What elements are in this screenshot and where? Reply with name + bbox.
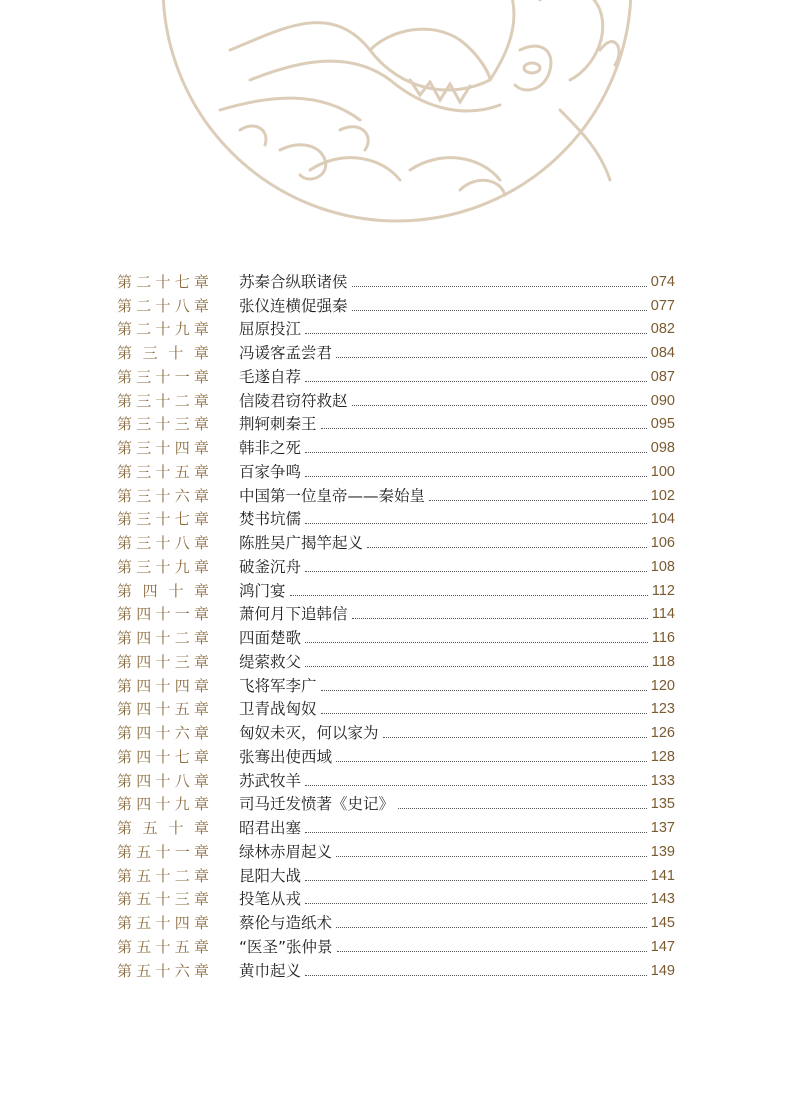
page-number: 139 xyxy=(650,843,675,860)
chapter-title: 绿林赤眉起义 xyxy=(239,842,333,861)
dot-leader xyxy=(321,428,647,429)
toc-entry[interactable] xyxy=(117,672,675,696)
chapter-title: 缇萦救父 xyxy=(239,652,302,671)
page-number: 090 xyxy=(650,392,675,409)
page-number: 120 xyxy=(650,677,675,694)
toc-entry[interactable] xyxy=(117,506,675,530)
toc-entry[interactable] xyxy=(117,577,675,601)
dot-leader xyxy=(398,808,647,809)
dot-leader xyxy=(305,452,647,453)
dot-leader xyxy=(305,476,647,477)
dot-leader xyxy=(352,286,647,287)
chapter-title: 韩非之死 xyxy=(239,439,302,457)
toc-entry[interactable] xyxy=(117,909,675,933)
toc-entry[interactable] xyxy=(117,624,675,648)
chapter-title: 百家争鸣 xyxy=(239,462,302,481)
chapter-number: 第 五 十 三 章 xyxy=(117,890,209,909)
dot-leader xyxy=(337,951,647,952)
page-number: 077 xyxy=(650,297,675,314)
chapter-title: 四面楚歌 xyxy=(239,629,302,647)
toc-entry[interactable] xyxy=(117,434,675,458)
table-of-contents xyxy=(117,268,675,981)
chapter-number: 第 三 十 章 xyxy=(117,344,209,362)
chapter-number: 第 三 十 八 章 xyxy=(117,534,209,552)
toc-entry[interactable] xyxy=(117,363,675,387)
chapter-number: 第 四 十 二 章 xyxy=(117,629,209,647)
chapter-title: 昭君出塞 xyxy=(239,819,302,837)
chapter-number: 第 二 十 九 章 xyxy=(117,320,209,339)
chapter-title: “医圣”张仲景 xyxy=(239,937,333,956)
chapter-title: 冯谖客孟尝君 xyxy=(239,344,333,362)
chapter-title: 焚书坑儒 xyxy=(239,510,302,529)
dot-leader xyxy=(321,713,647,714)
chapter-title: 中国第一位皇帝——秦始皇 xyxy=(239,486,426,505)
chapter-number: 第 五 十 章 xyxy=(117,819,209,837)
chapter-title: 荆轲刺秦王 xyxy=(239,415,317,434)
toc-entry[interactable] xyxy=(117,482,675,506)
chapter-title: 投笔从戎 xyxy=(239,890,302,909)
chapter-title: 屈原投江 xyxy=(239,320,302,339)
chapter-number: 第 三 十 五 章 xyxy=(117,462,209,481)
page-number: 106 xyxy=(650,535,675,551)
toc-entry[interactable] xyxy=(117,529,675,553)
chapter-number: 第 四 十 章 xyxy=(117,581,209,600)
dot-leader xyxy=(305,785,647,786)
toc-entry[interactable] xyxy=(117,339,675,363)
page-number: 098 xyxy=(650,440,675,456)
toc-entry[interactable] xyxy=(117,862,675,886)
chapter-number: 第 五 十 一 章 xyxy=(117,842,209,861)
chapter-number: 第 二 十 七 章 xyxy=(117,272,209,291)
page-number: 100 xyxy=(650,463,675,480)
chapter-title: 匈奴未灭，何以家为 xyxy=(239,724,379,742)
page-number: 141 xyxy=(650,867,675,884)
chapter-title: 张仪连横促强秦 xyxy=(239,296,348,315)
dot-leader xyxy=(305,903,647,904)
page-number: 084 xyxy=(650,345,675,361)
page-number: 118 xyxy=(651,653,675,670)
chapter-number: 第 四 十 三 章 xyxy=(117,652,209,671)
toc-entry[interactable] xyxy=(117,316,675,340)
chapter-title: 萧何月下追韩信 xyxy=(239,605,348,624)
chapter-number: 第 三 十 二 章 xyxy=(117,391,209,410)
chapter-number: 第 四 十 一 章 xyxy=(117,605,209,624)
chapter-number: 第 四 十 四 章 xyxy=(117,676,209,695)
chapter-title: 毛遂自荐 xyxy=(239,367,302,386)
dot-leader xyxy=(305,666,648,667)
page-number: 126 xyxy=(650,725,675,741)
toc-entry[interactable] xyxy=(117,767,675,791)
toc-entry[interactable] xyxy=(117,791,675,815)
page-number: 123 xyxy=(650,701,675,718)
chapter-number: 第 三 十 三 章 xyxy=(117,415,209,434)
toc-entry[interactable] xyxy=(117,411,675,435)
toc-entry[interactable] xyxy=(117,601,675,625)
page-number: 074 xyxy=(650,273,675,290)
chapter-number: 第 四 十 八 章 xyxy=(117,771,209,790)
page-number: 128 xyxy=(650,748,675,765)
page-number: 108 xyxy=(650,558,675,575)
chapter-number: 第 五 十 五 章 xyxy=(117,937,209,956)
chapter-number: 第 三 十 一 章 xyxy=(117,367,209,386)
page-number: 145 xyxy=(650,915,675,931)
chapter-title: 苏武牧羊 xyxy=(239,771,302,790)
dot-leader xyxy=(383,737,647,738)
toc-entry[interactable] xyxy=(117,696,675,720)
toc-entry[interactable] xyxy=(117,933,675,957)
chapter-title: 昆阳大战 xyxy=(239,866,302,885)
chapter-number: 第 三 十 七 章 xyxy=(117,510,209,529)
dot-leader xyxy=(336,761,647,762)
toc-entry[interactable] xyxy=(117,719,675,743)
chapter-number: 第 五 十 二 章 xyxy=(117,866,209,885)
chapter-title: 陈胜吴广揭竿起义 xyxy=(239,534,364,552)
toc-entry[interactable] xyxy=(117,387,675,411)
toc-entry[interactable] xyxy=(117,838,675,862)
chapter-number: 第 三 十 六 章 xyxy=(117,486,209,505)
page-number: 143 xyxy=(650,891,675,908)
dot-leader xyxy=(305,642,648,643)
chapter-title: 破釜沉舟 xyxy=(239,557,302,576)
page-number: 133 xyxy=(650,772,675,789)
dot-leader xyxy=(321,690,647,691)
chapter-title: 飞将军李广 xyxy=(239,676,317,695)
page-number: 135 xyxy=(650,796,675,813)
toc-entry[interactable] xyxy=(117,743,675,767)
chapter-title: 黄巾起义 xyxy=(239,961,302,980)
chapter-number: 第 五 十 四 章 xyxy=(117,914,209,932)
dot-leader xyxy=(290,595,648,596)
page-number: 102 xyxy=(650,487,675,504)
page-number: 104 xyxy=(650,511,675,528)
page-number: 149 xyxy=(650,962,675,979)
dot-leader xyxy=(336,927,647,928)
page-number: 137 xyxy=(650,820,675,836)
page-number: 087 xyxy=(650,368,675,385)
chapter-number: 第 二 十 八 章 xyxy=(117,296,209,315)
phoenix-medallion-icon xyxy=(160,0,634,224)
chapter-title: 卫青战匈奴 xyxy=(239,700,317,719)
toc-entry[interactable] xyxy=(117,886,675,910)
dot-leader xyxy=(336,856,647,857)
toc-entry[interactable] xyxy=(117,814,675,838)
chapter-title: 蔡伦与造纸术 xyxy=(239,914,333,932)
dot-leader xyxy=(305,880,647,881)
chapter-title: 张骞出使西域 xyxy=(239,747,333,766)
toc-entry[interactable] xyxy=(117,292,675,316)
chapter-number: 第 三 十 九 章 xyxy=(117,557,209,576)
page-number: 147 xyxy=(650,938,675,955)
toc-entry[interactable] xyxy=(117,268,675,292)
page-number: 082 xyxy=(650,321,675,338)
dot-leader xyxy=(305,523,647,524)
page-number: 116 xyxy=(651,630,675,646)
chapter-number: 第 五 十 六 章 xyxy=(117,961,209,980)
toc-entry[interactable] xyxy=(117,648,675,672)
dot-leader xyxy=(352,310,647,311)
page-number: 114 xyxy=(651,606,675,623)
chapter-number: 第 四 十 九 章 xyxy=(117,795,209,814)
toc-entry[interactable] xyxy=(117,553,675,577)
dot-leader xyxy=(352,618,648,619)
chapter-title: 司马迁发愤著《史记》 xyxy=(239,795,395,814)
chapter-title: 苏秦合纵联诸侯 xyxy=(239,272,348,291)
page-number: 095 xyxy=(650,416,675,433)
chapter-number: 第 四 十 七 章 xyxy=(117,747,209,766)
chapter-number: 第 四 十 六 章 xyxy=(117,724,209,742)
dot-leader xyxy=(429,500,647,501)
chapter-number: 第 四 十 五 章 xyxy=(117,700,209,719)
dot-leader xyxy=(305,571,647,572)
dot-leader xyxy=(305,381,647,382)
dot-leader xyxy=(336,357,647,358)
toc-entry[interactable] xyxy=(117,957,675,981)
toc-entry[interactable] xyxy=(117,458,675,482)
dot-leader xyxy=(305,975,647,976)
chapter-title: 信陵君窃符救赵 xyxy=(239,391,348,410)
chapter-number: 第 三 十 四 章 xyxy=(117,439,209,457)
page-number: 112 xyxy=(651,582,675,599)
dot-leader xyxy=(352,405,647,406)
dot-leader xyxy=(305,333,647,334)
chapter-title: 鸿门宴 xyxy=(239,581,286,600)
dot-leader xyxy=(367,547,647,548)
dot-leader xyxy=(305,832,647,833)
